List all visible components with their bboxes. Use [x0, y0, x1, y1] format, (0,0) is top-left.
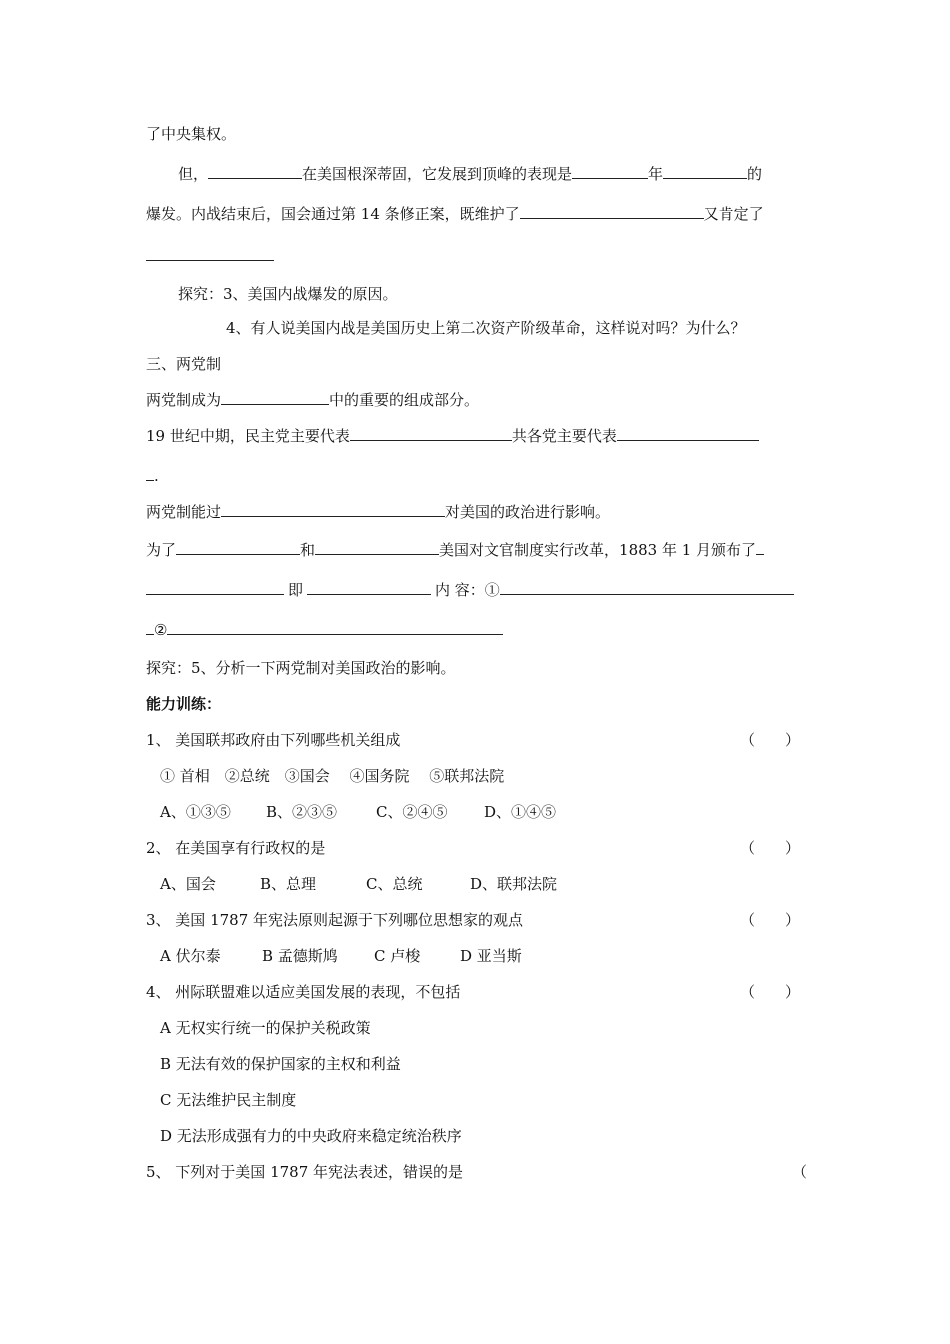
choice-row	[160, 802, 556, 822]
answer-blank[interactable]	[176, 540, 300, 555]
text-fragment: 两党制能过	[146, 503, 222, 521]
choice-option[interactable]: B、总理	[260, 875, 317, 893]
question-stem: 1、 美国联邦政府由下列哪些机关组成	[146, 731, 401, 749]
answer-blank[interactable]	[146, 246, 274, 261]
answer-parentheses[interactable]: （	[792, 1163, 808, 1181]
text-fragment: 中的重要的组成部分。	[329, 391, 480, 409]
choice-option[interactable]: A 无权实行统一的保护关税政策	[160, 1019, 371, 1037]
choice-option[interactable]: D、①④⑤	[484, 803, 557, 821]
text-fragment: 但，	[178, 165, 209, 183]
choice-option[interactable]: C 无法维护民主制度	[160, 1091, 297, 1109]
answer-blank[interactable]	[350, 426, 512, 441]
section-heading: 能力训练：	[146, 695, 222, 713]
answer-blank[interactable]	[500, 580, 794, 595]
fill-in-line	[146, 426, 759, 446]
choice-option[interactable]: A 伏尔泰	[160, 947, 221, 965]
fill-in-line	[146, 466, 159, 486]
explore-question: 探究：5、分析一下两党制对美国政治的影响。	[146, 659, 456, 677]
choice-option[interactable]: C、②④⑤	[376, 803, 448, 821]
choice-option[interactable]: C、总统	[366, 875, 423, 893]
answer-blank[interactable]	[167, 620, 503, 635]
answer-blank[interactable]	[663, 164, 747, 179]
fill-in-line	[146, 580, 794, 600]
fill-in-line	[146, 204, 764, 224]
choice-option[interactable]: D 亚当斯	[460, 947, 522, 965]
fill-in-line	[146, 540, 764, 560]
fill-in-line	[178, 164, 762, 184]
choice-option[interactable]: B、②③⑤	[266, 803, 338, 821]
fill-in-line	[146, 246, 274, 266]
text-fragment: 19 世纪中期，民主党主要代表	[146, 427, 350, 445]
text-fragment: 又肯定了	[703, 205, 764, 223]
choice-row	[160, 946, 522, 966]
text-fragment: 的	[747, 165, 763, 183]
answer-blank[interactable]	[617, 426, 759, 441]
text-fragment: 年	[648, 165, 664, 183]
text-fragment: 对美国的政治进行影响。	[445, 503, 611, 521]
question-stem: 4、 州际联盟难以适应美国发展的表现，不包括	[146, 983, 461, 1001]
choice-row	[160, 874, 557, 894]
choice-option[interactable]: B 无法有效的保护国家的主权和利益	[160, 1055, 401, 1073]
paragraph-line: 了中央集权。	[146, 125, 237, 143]
text-fragment: .	[154, 467, 159, 485]
answer-blank[interactable]	[307, 580, 431, 595]
answer-parentheses[interactable]: （ ）	[740, 911, 801, 929]
text-fragment: 美国对文官制度实行改革，1883 年 1 月颁布了	[439, 541, 757, 559]
answer-blank[interactable]	[208, 164, 302, 179]
text-fragment: 即	[288, 581, 304, 599]
text-fragment: 两党制成为	[146, 391, 222, 409]
answer-blank[interactable]	[146, 466, 154, 481]
text-fragment: 和	[300, 541, 316, 559]
fill-in-line	[146, 390, 479, 410]
choice-option[interactable]: B 孟德斯鸠	[262, 947, 338, 965]
answer-blank[interactable]	[221, 502, 445, 517]
answer-blank[interactable]	[146, 580, 284, 595]
answer-blank[interactable]	[572, 164, 648, 179]
question-stem: 5、 下列对于美国 1787 年宪法表述，错误的是	[146, 1163, 464, 1181]
answer-blank[interactable]	[315, 540, 439, 555]
text-fragment: 共各党主要代表	[511, 427, 617, 445]
text-fragment: 爆发。内战结束后，国会通过第 14 条修正案，既维护了	[146, 205, 520, 223]
answer-blank[interactable]	[146, 620, 154, 635]
fill-in-line	[146, 620, 503, 640]
question-line: 4、有人说美国内战是美国历史上第二次资产阶级革命，这样说对吗？为什么？	[226, 319, 746, 337]
answer-blank[interactable]	[520, 204, 704, 219]
question-stem: 2、 在美国享有行政权的是	[146, 839, 326, 857]
question-items: ① 首相 ②总统 ③国会 ④国务院 ⑤联邦法院	[160, 767, 505, 785]
choice-option[interactable]: A、①③⑤	[160, 803, 231, 821]
question-stem: 3、 美国 1787 年宪法原则起源于下列哪位思想家的观点	[146, 911, 524, 929]
choice-option[interactable]: D 无法形成强有力的中央政府来稳定统治秩序	[160, 1127, 462, 1145]
answer-blank[interactable]	[756, 540, 764, 555]
explore-question: 探究：3、美国内战爆发的原因。	[178, 285, 398, 303]
answer-parentheses[interactable]: （ ）	[740, 731, 801, 749]
answer-blank[interactable]	[221, 390, 329, 405]
text-fragment: 在美国根深蒂固，它发展到顶峰的表现是	[302, 165, 573, 183]
choice-option[interactable]: A、国会	[160, 875, 216, 893]
text-fragment: 为了	[146, 541, 177, 559]
choice-option[interactable]: C 卢梭	[374, 947, 421, 965]
fill-in-line	[146, 502, 610, 522]
answer-parentheses[interactable]: （ ）	[740, 839, 801, 857]
section-heading: 三、两党制	[146, 355, 222, 373]
text-fragment: ②	[154, 621, 168, 639]
text-fragment: 内 容：①	[435, 581, 500, 599]
choice-option[interactable]: D、联邦法院	[470, 875, 558, 893]
answer-parentheses[interactable]: （ ）	[740, 983, 801, 1001]
